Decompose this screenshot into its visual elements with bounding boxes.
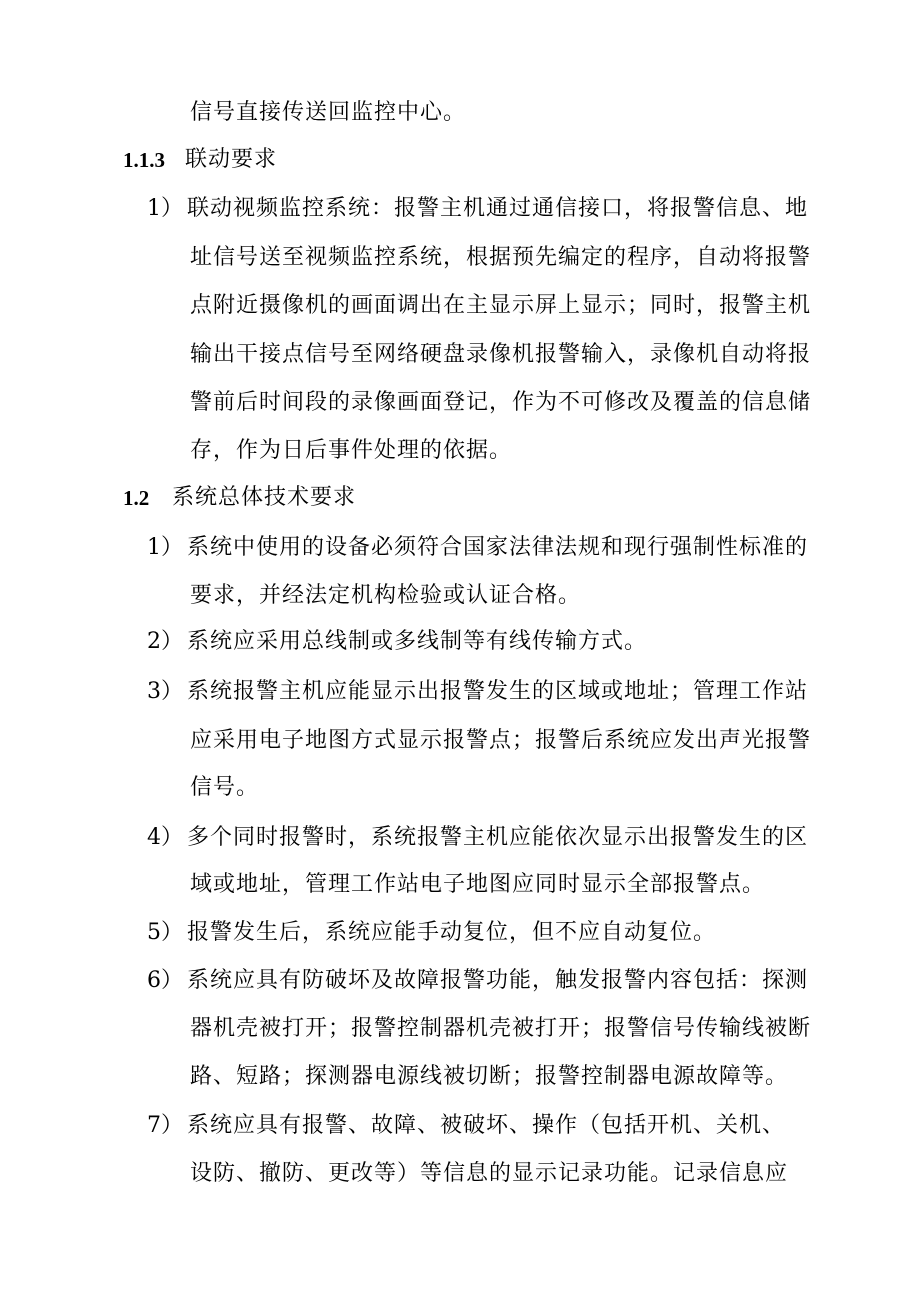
list-item-marker: 3） bbox=[147, 679, 183, 704]
list-item-marker: 4） bbox=[147, 825, 183, 850]
section-title: 系统总体技术要求 bbox=[172, 485, 357, 510]
list-item-text: 系统应具有报警、故障、被破坏、操作（包括开机、关机、 bbox=[187, 1113, 786, 1138]
section-number: 1.1.3 bbox=[123, 148, 165, 172]
list-item-text: 报警发生后，系统应能手动复位，但不应自动复位。 bbox=[187, 920, 717, 945]
section-number: 1.2 bbox=[123, 486, 150, 510]
list-item-text: 系统应具有防破坏及故障报警功能，触发报警内容包括：探测 bbox=[187, 968, 809, 993]
continuation-line: 信号直接传送回监控中心。 bbox=[190, 100, 467, 125]
list-item-line: 信号。 bbox=[190, 775, 260, 800]
section-title: 联动要求 bbox=[185, 147, 278, 172]
list-item-text: 联动视频监控系统：报警主机通过通信接口，将报警信息、地 bbox=[187, 196, 809, 221]
list-item-marker: 6） bbox=[147, 968, 183, 993]
list-item-marker: 7） bbox=[147, 1113, 183, 1138]
list-item-marker: 5） bbox=[147, 920, 183, 945]
list-item-line: 要求，并经法定机构检验或认证合格。 bbox=[190, 583, 582, 608]
list-item-line bbox=[147, 533, 808, 563]
list-item-text: 多个同时报警时，系统报警主机应能依次显示出报警发生的区 bbox=[187, 825, 809, 850]
section-heading-1-2 bbox=[0, 483, 920, 513]
list-item-line: 点附近摄像机的画面调出在主显示屏上显示；同时，报警主机 bbox=[190, 293, 812, 318]
list-item-line bbox=[147, 194, 808, 224]
list-item-marker: 1） bbox=[147, 196, 183, 221]
list-item-text: 系统报警主机应能显示出报警发生的区域或地址；管理工作站 bbox=[187, 679, 809, 704]
list-item-line bbox=[147, 918, 716, 948]
list-item-line: 警前后时间段的录像画面登记，作为不可修改及覆盖的信息储 bbox=[190, 390, 812, 415]
list-item-line: 址信号送至视频监控系统，根据预先编定的程序，自动将报警 bbox=[190, 245, 812, 270]
list-item-line: 域或地址，管理工作站电子地图应同时显示全部报警点。 bbox=[190, 872, 766, 897]
list-item-line bbox=[147, 677, 808, 707]
list-item-line: 输出干接点信号至网络硬盘录像机报警输入，录像机自动将报 bbox=[190, 342, 812, 367]
list-item-marker: 2） bbox=[147, 629, 183, 654]
list-item-text: 系统应采用总线制或多线制等有线传输方式。 bbox=[187, 629, 648, 654]
list-item-line: 器机壳被打开；报警控制器机壳被打开；报警信号传输线被断 bbox=[190, 1016, 812, 1041]
list-item-line: 设防、撤防、更改等）等信息的显示记录功能。记录信息应 bbox=[190, 1161, 789, 1186]
list-item-line: 路、短路；探测器电源线被切断；报警控制器电源故障等。 bbox=[190, 1064, 789, 1089]
list-item-line bbox=[147, 627, 647, 657]
list-item-line bbox=[147, 823, 808, 853]
section-heading-1-1-3 bbox=[0, 145, 920, 175]
list-item-marker: 1） bbox=[147, 535, 183, 560]
list-item-line: 应采用电子地图方式显示报警点；报警后系统应发出声光报警 bbox=[190, 728, 812, 753]
list-item-text: 系统中使用的设备必须符合国家法律法规和现行强制性标准的 bbox=[187, 535, 809, 560]
list-item-line bbox=[147, 1111, 785, 1141]
list-item-line bbox=[147, 966, 808, 996]
list-item-line: 存，作为日后事件处理的依据。 bbox=[190, 438, 513, 463]
